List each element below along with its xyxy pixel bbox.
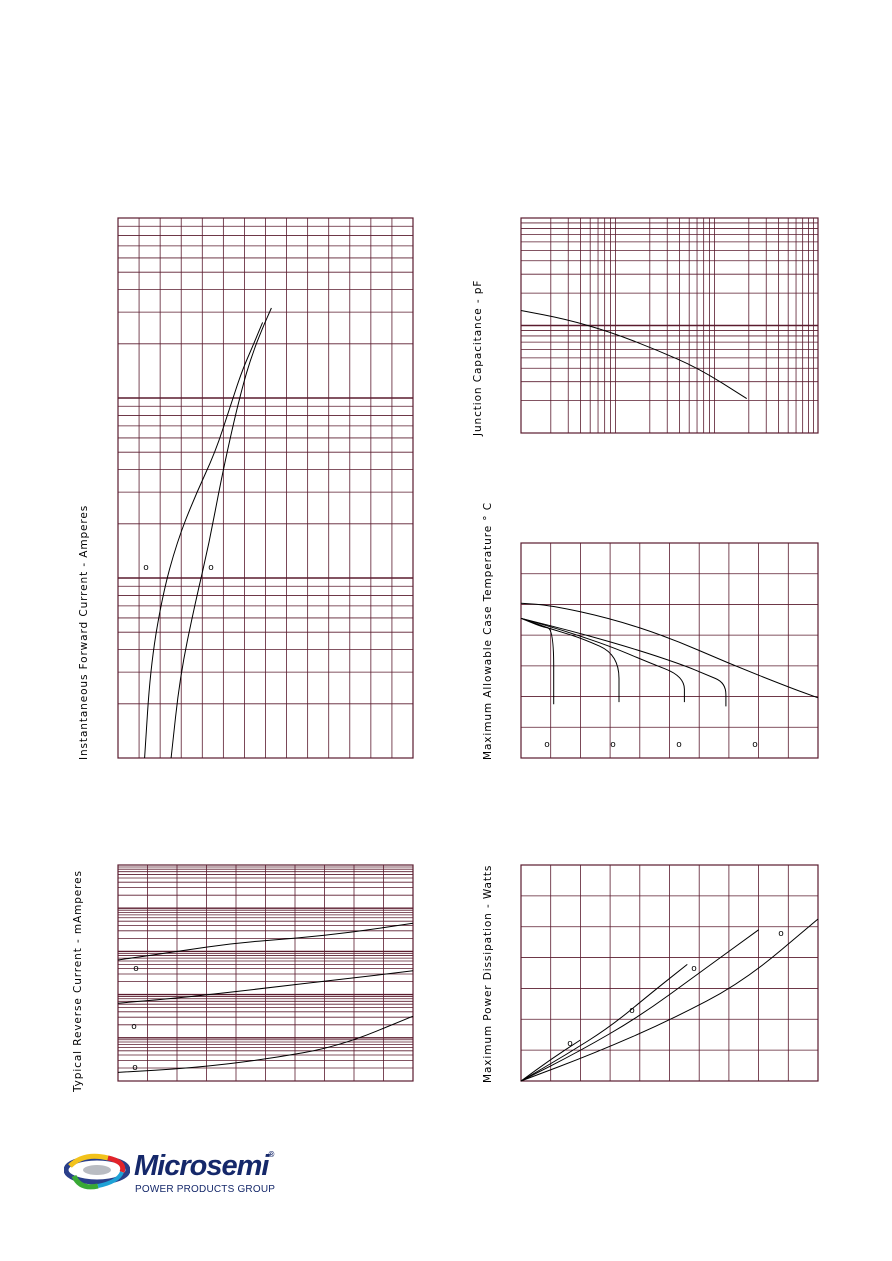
capacitance-ylabel: Junction Capacitance - pF [472, 279, 484, 436]
forward-series-2-line [171, 308, 271, 758]
case-temp-series-marker: o [752, 740, 758, 750]
case-temp-chart [521, 543, 818, 758]
reverse-ylabel: Typical Reverse Current - mAmperes [72, 870, 84, 1092]
reverse-grid [118, 865, 413, 1081]
power-series-marker: o [778, 929, 784, 939]
forward-series-marker: o [143, 563, 149, 573]
forward-grid [118, 218, 413, 758]
microsemi-swirl-icon [64, 1150, 130, 1194]
capacitance-grid [521, 218, 818, 433]
case-temp-grid [521, 543, 818, 758]
capacitance-series-1-line [521, 311, 747, 399]
case-temp-series-5-line [521, 618, 554, 704]
microsemi-logo [64, 1148, 284, 1198]
power-series-marker: o [567, 1039, 573, 1049]
logo-tagline: POWER PRODUCTS GROUP [135, 1184, 276, 1195]
case-temp-series-2-line [521, 618, 726, 706]
forward-series-1-line [145, 322, 263, 758]
logo-wordmark: Microsemi® [134, 1150, 274, 1182]
reverse-series-marker: o [131, 1022, 137, 1032]
reverse-series-marker: o [132, 1063, 138, 1073]
power-series-marker: o [629, 1006, 635, 1016]
forward-ylabel: Instantaneous Forward Current - Amperes [78, 504, 90, 760]
forward-series-marker: o [208, 563, 214, 573]
capacitance-chart [521, 218, 818, 433]
reverse-series-marker: o [133, 964, 139, 974]
case-temp-series-marker: o [544, 740, 550, 750]
forward-chart [118, 218, 413, 758]
case-temp-series-marker: o [676, 740, 682, 750]
power-ylabel: Maximum Power Dissipation - Watts [482, 864, 494, 1083]
power-chart [521, 865, 818, 1081]
case-temp-series-3-line [521, 618, 684, 702]
reverse-chart [118, 865, 413, 1081]
case-temp-ylabel: Maximum Allowable Case Temperature ° C [482, 502, 494, 760]
power-grid [521, 865, 818, 1081]
case-temp-series-marker: o [610, 740, 616, 750]
power-series-marker: o [691, 964, 697, 974]
